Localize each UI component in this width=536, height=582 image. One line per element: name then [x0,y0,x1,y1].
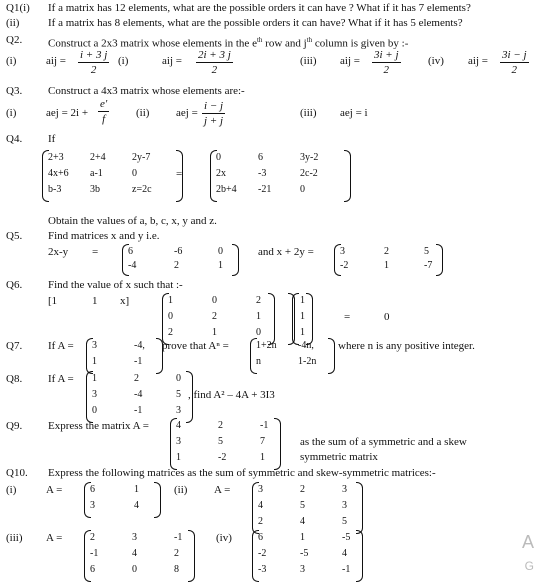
q10iii-matrix-cell: 0 [132,564,137,575]
q10iv-matrix-cell: -3 [258,564,267,575]
q4-right-matrix-left-bracket [210,150,217,202]
fraction-denominator: 2 [383,64,390,76]
q10ii-matrix-cell: 3 [342,484,347,495]
q10iii-matrix-cell: -1 [90,548,99,559]
text-run: row and j [262,37,307,50]
fraction-denominator: 2 [511,64,518,76]
q9-matrix-a-left-bracket [170,418,177,470]
q10iv-matrix-cell: -5 [300,548,309,559]
q5-matrix-1-cell: 6 [128,246,133,257]
q9-matrix-a-cell: -2 [218,452,227,463]
q2-part-label: (i) [6,55,17,67]
fraction-numerator: i − j [204,100,224,112]
q6-middle-matrix-cell: 1 [168,295,173,306]
q3-part-fraction [98,98,109,125]
q7-if-text: If A = [48,340,74,352]
q10iii-matrix-left-bracket [84,530,91,582]
q6-text: Find the value of x such that :- [48,279,183,291]
text-run: column is given by :- [312,37,409,50]
q8-matrix-a-cell: -4 [134,389,143,400]
q5-matrix-1-left-bracket [122,244,129,276]
q7-result-matrix-left-bracket [250,338,257,374]
q10ii-matrix-cell: 4 [300,516,305,527]
q8-matrix-a-left-bracket [86,371,93,423]
q6-column-vector-cell: 1 [300,327,305,338]
q5-matrix-2-cell: 3 [340,246,345,257]
q10iii-matrix-right-bracket [188,530,195,582]
q2-question-text [48,34,408,50]
q10i-matrix-cell: 4 [134,500,139,511]
footer-hint-a: A [521,532,534,552]
q2-part-label: (iii) [300,55,317,67]
q6-label: Q6. [6,279,23,291]
q5-matrix-1-cell: -4 [128,260,137,271]
q10ii-matrix-cell: 5 [342,516,347,527]
q9-matrix-a-cell: 1 [260,452,265,463]
q5-label: Q5. [6,230,23,242]
q2-part-lhs: aij = [162,55,182,67]
q2-part-fraction [500,49,529,76]
q10iii-matrix-cell: 8 [174,564,179,575]
q2-label: Q2. [6,34,23,46]
q7-matrix-a-left-bracket [86,338,93,374]
q9-tail2: symmetric matrix [300,451,378,463]
q10ii-matrix-cell: 4 [258,500,263,511]
q3-part-label: (ii) [136,107,150,119]
q10i-lhs: A = [46,484,63,496]
q5-matrix-2-cell: -7 [424,260,433,271]
q7-matrix-a-cell: -1 [134,356,143,367]
q9-matrix-a-cell: -1 [260,420,269,431]
q5-matrix-2-cell: 2 [384,246,389,257]
q10iv-matrix-cell: -1 [342,564,351,575]
q7-result-matrix-cell: n [256,356,261,367]
q6-column-vector-cell: 1 [300,295,305,306]
q7-result-matrix-cell: 1+2n [256,340,277,351]
q8-find-text: , find A² – 4A + 3I3 [188,389,275,401]
q2-part-fraction [372,49,401,76]
q10ii-matrix-cell: 3 [258,484,263,495]
q6-equals: = [344,311,351,323]
q6-column-right-inner [292,293,299,345]
q5-matrix-2-cell: -2 [340,260,349,271]
q10iii-label: (iii) [6,532,23,544]
q3-part-lhs: aej = 2i + [46,107,89,119]
q10i-matrix-right-bracket [154,482,161,518]
fraction-numerator: 3i − j [502,49,527,61]
q4-left-matrix-left-bracket [42,150,49,202]
q8-matrix-a-cell: 3 [92,389,97,400]
q7-tail-text: where n is any positive integer. [338,340,475,352]
q5-text: Find matrices x and y i.e. [48,230,160,242]
q9-matrix-a-cell: 2 [218,420,223,431]
fraction-denominator: 2 [90,64,97,76]
q10i-matrix-cell: 6 [90,484,95,495]
q4-left-matrix-cell: z=2c [132,184,152,195]
q2-part-fraction [196,49,233,76]
q8-matrix-a-cell: 1 [92,373,97,384]
q4-right-matrix-cell: 2x [216,168,226,179]
q10ii-matrix-cell: 3 [342,500,347,511]
q5-matrix-2-left-bracket [334,244,341,276]
q4-right-matrix-cell: 0 [216,152,221,163]
superscript: th [256,36,263,44]
q3-part-label: (i) [6,107,17,119]
q10iv-matrix-cell: -2 [258,548,267,559]
q8-matrix-a-cell: 2 [134,373,139,384]
q1-text: If a matrix has 12 elements, what are the possible orders it can have ? What if it has 7 elements? [48,2,471,14]
q4-obtain: Obtain the values of a, b, c, x, y and z. [48,215,217,227]
q6-row-vector-entry: 1 [92,295,98,307]
q10iii-matrix-cell: 2 [174,548,179,559]
q8-if-text: If A = [48,373,74,385]
fraction-numerator: e' [100,98,108,110]
fraction-denominator: 2 [211,64,218,76]
q10iv-matrix-cell: 4 [342,548,347,559]
q10-label: Q10. [6,467,28,479]
q10ii-label: (ii) [174,484,188,496]
q1ii-text: If a matrix has 8 elements, what are the possible orders it can have? What if it has 5 elements? [48,17,463,29]
q5-matrix-1-cell: 1 [218,260,223,271]
q7-result-matrix-cell: -4n, [298,340,314,351]
q5-equals: = [92,246,99,258]
q3-part-lhs: aej = [176,107,198,119]
q3-part-fraction [202,100,225,127]
q10iv-matrix-cell: 1 [300,532,305,543]
q10iv-matrix-left-bracket [252,530,259,582]
q6-zero: 0 [384,311,390,323]
q4-right-matrix-cell: 6 [258,152,263,163]
q3-part-lhs: aej = i [340,107,368,119]
q4-label: Q4. [6,133,23,145]
q8-matrix-a-cell: 3 [176,405,181,416]
q10iv-matrix-right-bracket [356,530,363,582]
q9-tail1: as the sum of a symmetric and a skew [300,436,467,448]
q5-matrix-2-cell: 1 [384,260,389,271]
footer-hint-g: G [524,559,534,573]
q8-matrix-a-cell: -1 [134,405,143,416]
q2-part-label: (iv) [428,55,444,67]
q10iii-matrix-cell: 6 [90,564,95,575]
q8-label: Q8. [6,373,23,385]
fraction-numerator: 2i + 3 j [198,49,231,61]
q5-matrix-1-cell: 0 [218,246,223,257]
fraction-denominator: f [102,113,106,125]
q8-matrix-a-cell: 0 [176,373,181,384]
fraction-numerator: 3i + j [374,49,399,61]
q9-matrix-a-cell: 4 [176,420,181,431]
q4-right-matrix-cell: 2c-2 [300,168,318,179]
q6-middle-matrix-cell: 0 [212,295,217,306]
q4-left-matrix-cell: 2+3 [48,152,64,163]
q4-left-matrix-cell: 2+4 [90,152,106,163]
q6-row-vector-entry: [1 [48,295,58,307]
q6-middle-matrix-cell: 2 [256,295,261,306]
q6-middle-matrix-cell: 2 [168,327,173,338]
q2-part-lhs: aij = [468,55,488,67]
q10i-label: (i) [6,484,17,496]
q6-column-vector-cell: 1 [300,311,305,322]
q4-left-matrix-cell: 4x+6 [48,168,69,179]
q4-right-matrix-right-bracket [344,150,351,202]
q5-lhs: 2x-y [48,246,69,258]
q9-matrix-a-cell: 5 [218,436,223,447]
q4-right-matrix-cell: 3y-2 [300,152,319,163]
q10iv-matrix-cell: -5 [342,532,351,543]
q10iii-matrix-cell: 4 [132,548,137,559]
q6-middle-matrix-cell: 0 [168,311,173,322]
q9-matrix-a-cell: 3 [176,436,181,447]
q10i-matrix-cell: 3 [90,500,95,511]
q10iii-lhs: A = [46,532,63,544]
text-run: Construct a 2x3 matrix whose elements in the e [48,37,257,50]
q9-matrix-a-cell: 7 [260,436,265,447]
q10ii-matrix-cell: 2 [258,516,263,527]
q2-part-fraction [78,49,109,76]
q1ii-label: (ii) [6,17,20,29]
q7-matrix-a-cell: 3 [92,340,97,351]
q10iv-matrix-cell: 6 [258,532,263,543]
q4-right-matrix-cell: 0 [300,184,305,195]
fraction-numerator: i + 3 j [80,49,108,61]
q10i-matrix-left-bracket [84,482,91,518]
q4-left-matrix-cell: 2y-7 [132,152,151,163]
q6-middle-matrix-cell: 1 [256,311,261,322]
q6-middle-matrix-left-bracket [162,293,169,345]
q10ii-matrix-cell: 5 [300,500,305,511]
q4-left-matrix-cell: a-1 [90,168,103,179]
q5-matrix-2-right-bracket [436,244,443,276]
q7-result-matrix-cell: 1-2n [298,356,317,367]
q4-left-matrix-cell: b-3 [48,184,62,195]
q10iv-matrix-cell: 3 [300,564,305,575]
q10iv-label: (iv) [216,532,232,544]
q5-matrix-2-cell: 5 [424,246,429,257]
q4-right-matrix-cell: -3 [258,168,267,179]
q10ii-lhs: A = [214,484,231,496]
q10iii-matrix-cell: 2 [90,532,95,543]
q6-middle-matrix-cell: 2 [212,311,217,322]
q7-matrix-a-cell: -4, [134,340,145,351]
q4-left-matrix-cell: 3b [90,184,100,195]
q10iii-matrix-cell: -1 [174,532,183,543]
q2-part-lhs: aij = [340,55,360,67]
q7-label: Q7. [6,340,23,352]
q6-middle-matrix-cell: 1 [212,327,217,338]
q8-matrix-a-cell: 0 [92,405,97,416]
q3-part-label: (iii) [300,107,317,119]
q3-text: Construct a 4x3 matrix whose elements are:- [48,85,245,97]
q5-and-text: and x + 2y = [258,246,314,258]
q4-left-matrix-cell: 0 [132,168,137,179]
q10ii-matrix-left-bracket [252,482,259,534]
q4-equals: = [176,168,183,180]
q10ii-matrix-right-bracket [356,482,363,534]
fraction-denominator: j + j [204,115,224,127]
q4-right-matrix-cell: 2b+4 [216,184,237,195]
q9-matrix-a-right-bracket [274,418,281,470]
q1-label: Q1(i) [6,2,30,14]
q6-middle-matrix-cell: 0 [256,327,261,338]
q10-text: Express the following matrices as the sum of symmetric and skew-symmetric matrices:- [48,467,436,479]
q5-matrix-1-cell: 2 [174,260,179,271]
q4-right-matrix-cell: -21 [258,184,272,195]
q2-part-label: (i) [118,55,129,67]
q3-label: Q3. [6,85,23,97]
q9-text: Express the matrix A = [48,420,149,432]
q6-row-vector-entry: x] [120,295,130,307]
q4-if: If [48,133,56,145]
q10ii-matrix-cell: 2 [300,484,305,495]
q5-matrix-1-cell: -6 [174,246,183,257]
q2-part-lhs: aij = [46,55,66,67]
q5-matrix-1-right-bracket [232,244,239,276]
q7-prove-text: prove that Aⁿ = [162,340,229,352]
q10iii-matrix-cell: 3 [132,532,137,543]
superscript: th [306,36,313,44]
q9-label: Q9. [6,420,23,432]
q10i-matrix-cell: 1 [134,484,139,495]
q6-column-right-bracket [306,293,313,345]
q7-matrix-a-cell: 1 [92,356,97,367]
q9-matrix-a-cell: 1 [176,452,181,463]
q6-middle-matrix-right-bracket [268,293,275,345]
q8-matrix-a-cell: 5 [176,389,181,400]
q7-result-matrix-right-bracket [328,338,335,374]
